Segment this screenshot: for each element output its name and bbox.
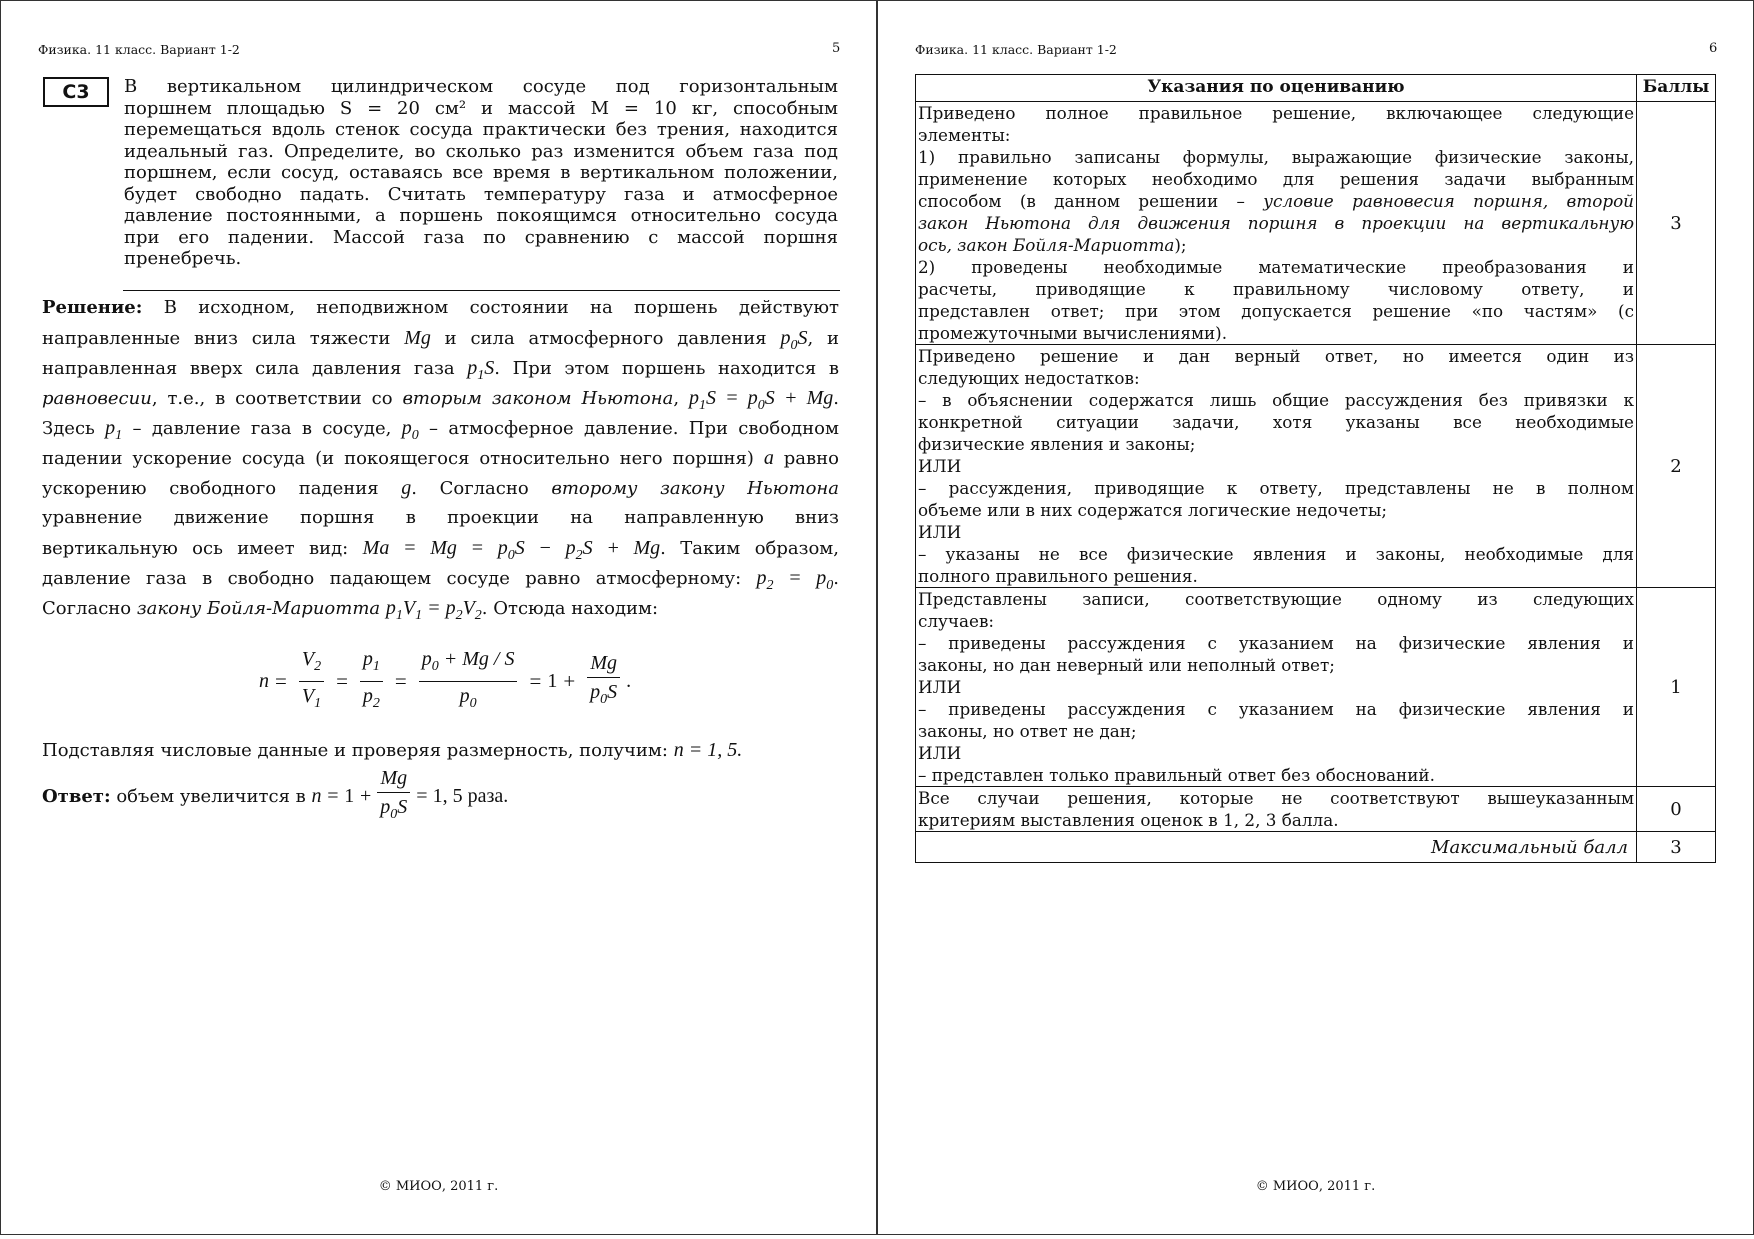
criteria-table	[915, 74, 1716, 863]
solution-text	[42, 293, 839, 623]
solution-line: Решение: В исходном, неподвижном состоянии на поршень действуют	[42, 297, 839, 318]
criteria-cell: Приведено полное правильное решение, включающее следующие элементы: 1) правильно записаны формулы, выражающие физические законы, применение которых необходимо для решения задачи выбранным способом (в данном решении – условие равновесия поршня, второй закон Ньютона для движения поршня в проекции на вертикальную ось, закон Бойля-Мариотта); 2) проведены необходимые математические преобразования и расчеты, приводящие к правильному числовому ответу, и представлен ответ; при этом допускается решение «по частям» (с промежуточными вычислениями).	[916, 102, 1637, 345]
solution-line: направленная вверх сила давления газа $p_1S$. При этом поршень находится в	[42, 357, 839, 383]
main-formula: n = $\frac{V_2}{V_1}$ = $\frac{p_1}{p_2}$ = $\frac{p_0 + Mg / S}{p_0}$ = 1 + $\frac{Mg}{p_0S}$ .	[259, 647, 632, 711]
solution-line: давление газа в свободно падающем сосуде равно атмосферному: $p_2 = p_0$.	[42, 567, 839, 593]
points-cell: 1	[1637, 588, 1716, 787]
table-header-row	[916, 75, 1716, 102]
problem-line: В вертикальном цилиндрическом сосуде под горизонтальным	[124, 76, 838, 97]
problem-line: при его падении. Массой газа по сравнению с массой поршня	[124, 226, 838, 248]
substitution-line: Подставляя числовые данные и проверяя размерность, получим: n = 1, 5.	[42, 739, 743, 761]
problem-line: будет свободно падать. Считать температуру газа и атмосферное	[124, 183, 838, 205]
page-footer: © МИОО, 2011 г.	[1255, 1179, 1376, 1194]
table-row	[916, 588, 1716, 787]
task-label: C3	[43, 77, 109, 107]
criteria-cell: Приведено решение и дан верный ответ, но имеется один из следующих недостатков: – в объяснении содержатся лишь общие рассуждения без привязки к конкретной ситуации задачи, хотя указаны все необходимые физические явления и законы; ИЛИ – рассуждения, приводящие к ответу, представлены не в полном объеме или в них содержатся логические недочеты; ИЛИ – указаны не все физические явления и законы, необходимые для полного правильного решения.	[916, 345, 1637, 588]
page-number: 5	[832, 41, 841, 56]
problem-line: поршнем, если сосуд, оставаясь все время в вертикальном положении,	[124, 162, 838, 183]
solution-line: вертикальную ось имеет вид: $Ma = Mg = p_0S - p_2S + Mg$. Таким образом,	[42, 537, 840, 563]
table-row	[916, 787, 1716, 832]
page-header: Физика. 11 класс. Вариант 1-2	[915, 42, 1117, 57]
problem-line: поршнем площадью S = 20 см² и массой M = 10 кг, способным	[124, 97, 838, 119]
points-cell: 3	[1637, 102, 1716, 345]
page-left	[0, 0, 877, 1235]
problem-line: давление постоянными, а поршень покоящимся относительно сосуда	[124, 205, 838, 226]
solution-line: уравнение движение поршня в проекции на направленную вниз	[42, 507, 839, 528]
solution-line: Согласно закону Бойля-Мариотта $p_1V_1 = p_2V_2$. Отсюда находим:	[42, 597, 659, 623]
problem-line: идеальный газ. Определите, во сколько раз изменится объем газа под	[124, 140, 838, 162]
table-row	[916, 345, 1716, 588]
solution-line: падении ускорение сосуда (и покоящегося относительно него поршня) a равно	[42, 447, 839, 469]
points-cell: 0	[1637, 787, 1716, 832]
page-number: 6	[1709, 41, 1718, 56]
solution-line: Здесь $p_1$ – давление газа в сосуде, $p_0$ – атмосферное давление. При свободном	[42, 417, 839, 443]
criteria-cell: Все случаи решения, которые не соответствуют вышеуказанным критериям выставления оценок в 1, 2, 3 балла.	[916, 787, 1637, 832]
page-right	[877, 0, 1754, 1235]
problem-line: пренебречь.	[124, 248, 242, 269]
column-header-points: Баллы	[1637, 75, 1716, 102]
page-header: Физика. 11 класс. Вариант 1-2	[38, 42, 240, 57]
problem-line: перемещаться вдоль стенок сосуда практически без трения, находится	[124, 119, 838, 140]
max-score-label: Максимальный балл	[916, 832, 1637, 863]
answer-line: Ответ: объем увеличится в n = 1 + $\frac{Mg}{p_0S}$ = 1, 5 раза.	[42, 767, 509, 822]
solution-line: ускорению свободного падения g. Согласно второму закону Ньютона	[42, 477, 839, 499]
divider	[123, 290, 840, 291]
points-cell: 2	[1637, 345, 1716, 588]
column-header-criteria: Указания по оцениванию	[916, 75, 1637, 102]
solution-line: равновесии, т.е., в соответствии со вторым законом Ньютона, $p_1S = p_0S + Mg$.	[42, 387, 840, 413]
table-row-max	[916, 832, 1716, 863]
max-score-value: 3	[1637, 832, 1716, 863]
page-footer: © МИОО, 2011 г.	[378, 1179, 499, 1194]
criteria-cell: Представлены записи, соответствующие одному из следующих случаев: – приведены рассуждения с указанием на физические явления и законы, но дан неверный или неполный ответ; ИЛИ – приведены рассуждения с указанием на физические явления и законы, но ответ не дан; ИЛИ – представлен только правильный ответ без обоснований.	[916, 588, 1637, 787]
problem-statement	[124, 76, 838, 270]
table-row	[916, 102, 1716, 345]
solution-line: направленные вниз сила тяжести Mg и сила атмосферного давления $p_0S$, и	[42, 327, 839, 353]
